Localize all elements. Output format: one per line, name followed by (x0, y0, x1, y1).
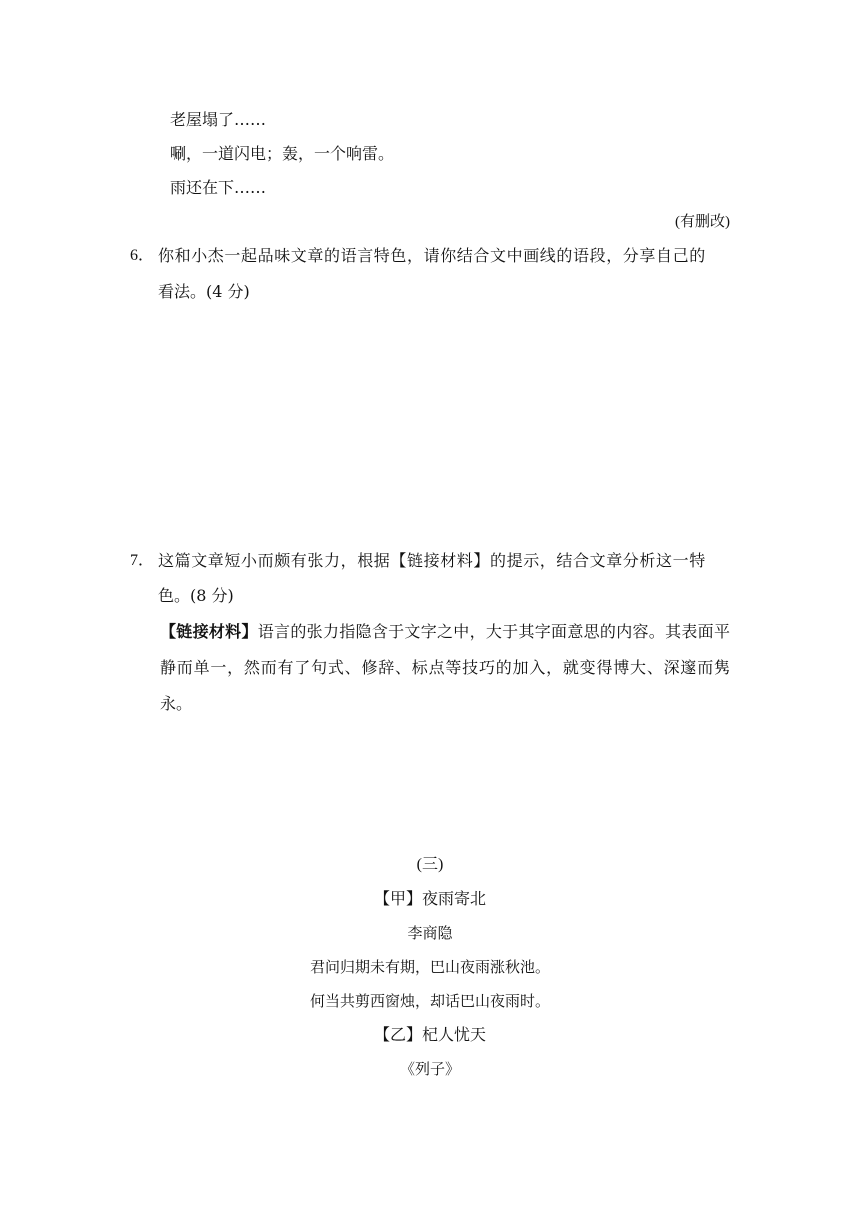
question-text: 你和小杰一起品味文章的语言特色，请你结合文中画线的语段，分享自己的 (158, 246, 706, 265)
question-text: 这篇文章短小而颇有张力，根据【链接材料】的提示，结合文章分析这一特 (158, 551, 706, 570)
passage-line: 老屋塌了…… (170, 110, 267, 129)
prose-title: 【乙】杞人忧天 (373, 1025, 486, 1044)
source-note: (有删改) (675, 214, 730, 230)
passage-line: 雨还在下…… (170, 178, 267, 197)
poem-line: 君问归期未有期，巴山夜雨涨秋池。 (309, 958, 550, 976)
passage-line: 唰，一道闪电；轰，一个响雷。 (170, 144, 395, 163)
prose-source: 《列子》 (399, 1060, 460, 1078)
poem-title: 【甲】夜雨寄北 (373, 889, 486, 908)
question-text: 看法。(4 分) (158, 282, 250, 301)
question-text: 色。(8 分) (158, 586, 234, 605)
link-material (160, 614, 730, 722)
poem-line: 何当共剪西窗烛，却话巴山夜雨时。 (309, 992, 550, 1010)
question-number: 7． (130, 552, 155, 569)
question-number: 6． (130, 247, 155, 264)
section-heading: (三) (416, 856, 444, 873)
material-text: 语言的张力指隐含于文字之中，大于其字面意思的内容。其表面平静而单一，然而有了句式、修辞、标点等技巧的加入，就变得博大、深邃而隽永。 (160, 622, 730, 713)
poem-author: 李商隐 (407, 924, 453, 942)
material-label: 【链接材料】 (160, 622, 258, 641)
